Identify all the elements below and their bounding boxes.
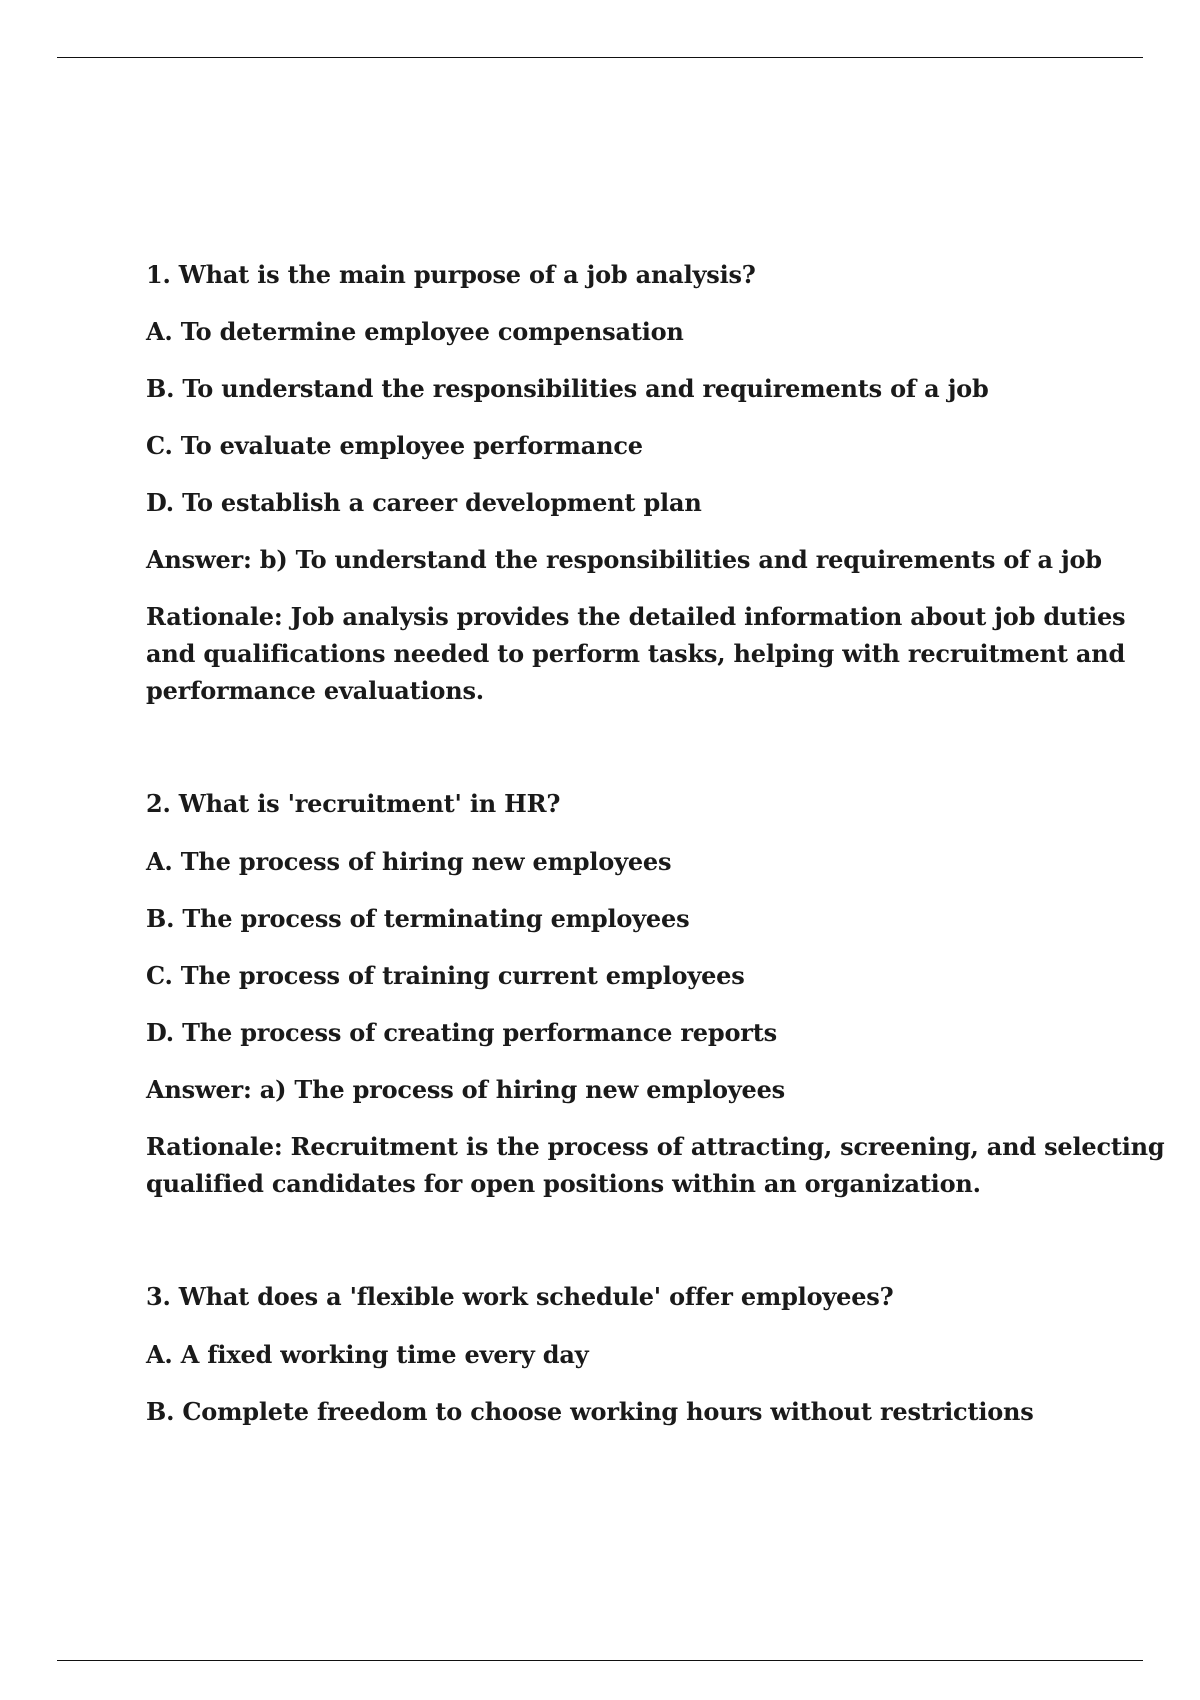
option-a: A. The process of hiring new employees [146, 847, 672, 876]
rationale-line: qualified candidates for open positions within an organization. [146, 1169, 981, 1198]
option-b: B. The process of terminating employees [146, 904, 690, 933]
rationale-text [146, 1128, 1165, 1202]
option-c: C. To evaluate employee performance [146, 431, 643, 460]
header-rule [57, 57, 1143, 58]
answer-text: Answer: b) To understand the responsibilities and requirements of a job [146, 545, 1102, 574]
rationale-text [146, 598, 1125, 709]
question-text: 3. What does a 'flexible work schedule' offer employees? [146, 1282, 894, 1311]
footer-rule [57, 1660, 1143, 1661]
answer-text: Answer: a) The process of hiring new employees [146, 1075, 785, 1104]
question-text: 1. What is the main purpose of a job analysis? [146, 260, 756, 289]
option-b: B. To understand the responsibilities and requirements of a job [146, 374, 989, 403]
rationale-line: Rationale: Recruitment is the process of attracting, screening, and selecting [146, 1132, 1165, 1161]
question-text: 2. What is 'recruitment' in HR? [146, 789, 561, 818]
option-b: B. Complete freedom to choose working hours without restrictions [146, 1397, 1034, 1426]
option-a: A. To determine employee compensation [146, 317, 684, 346]
option-c: C. The process of training current employees [146, 961, 745, 990]
rationale-line: Rationale: Job analysis provides the detailed information about job duties [146, 602, 1126, 631]
option-a: A. A fixed working time every day [146, 1340, 589, 1369]
option-d: D. The process of creating performance reports [146, 1018, 777, 1047]
rationale-line: and qualifications needed to perform tasks, helping with recruitment and [146, 639, 1126, 668]
option-d: D. To establish a career development plan [146, 488, 702, 517]
rationale-line: performance evaluations. [146, 676, 484, 705]
